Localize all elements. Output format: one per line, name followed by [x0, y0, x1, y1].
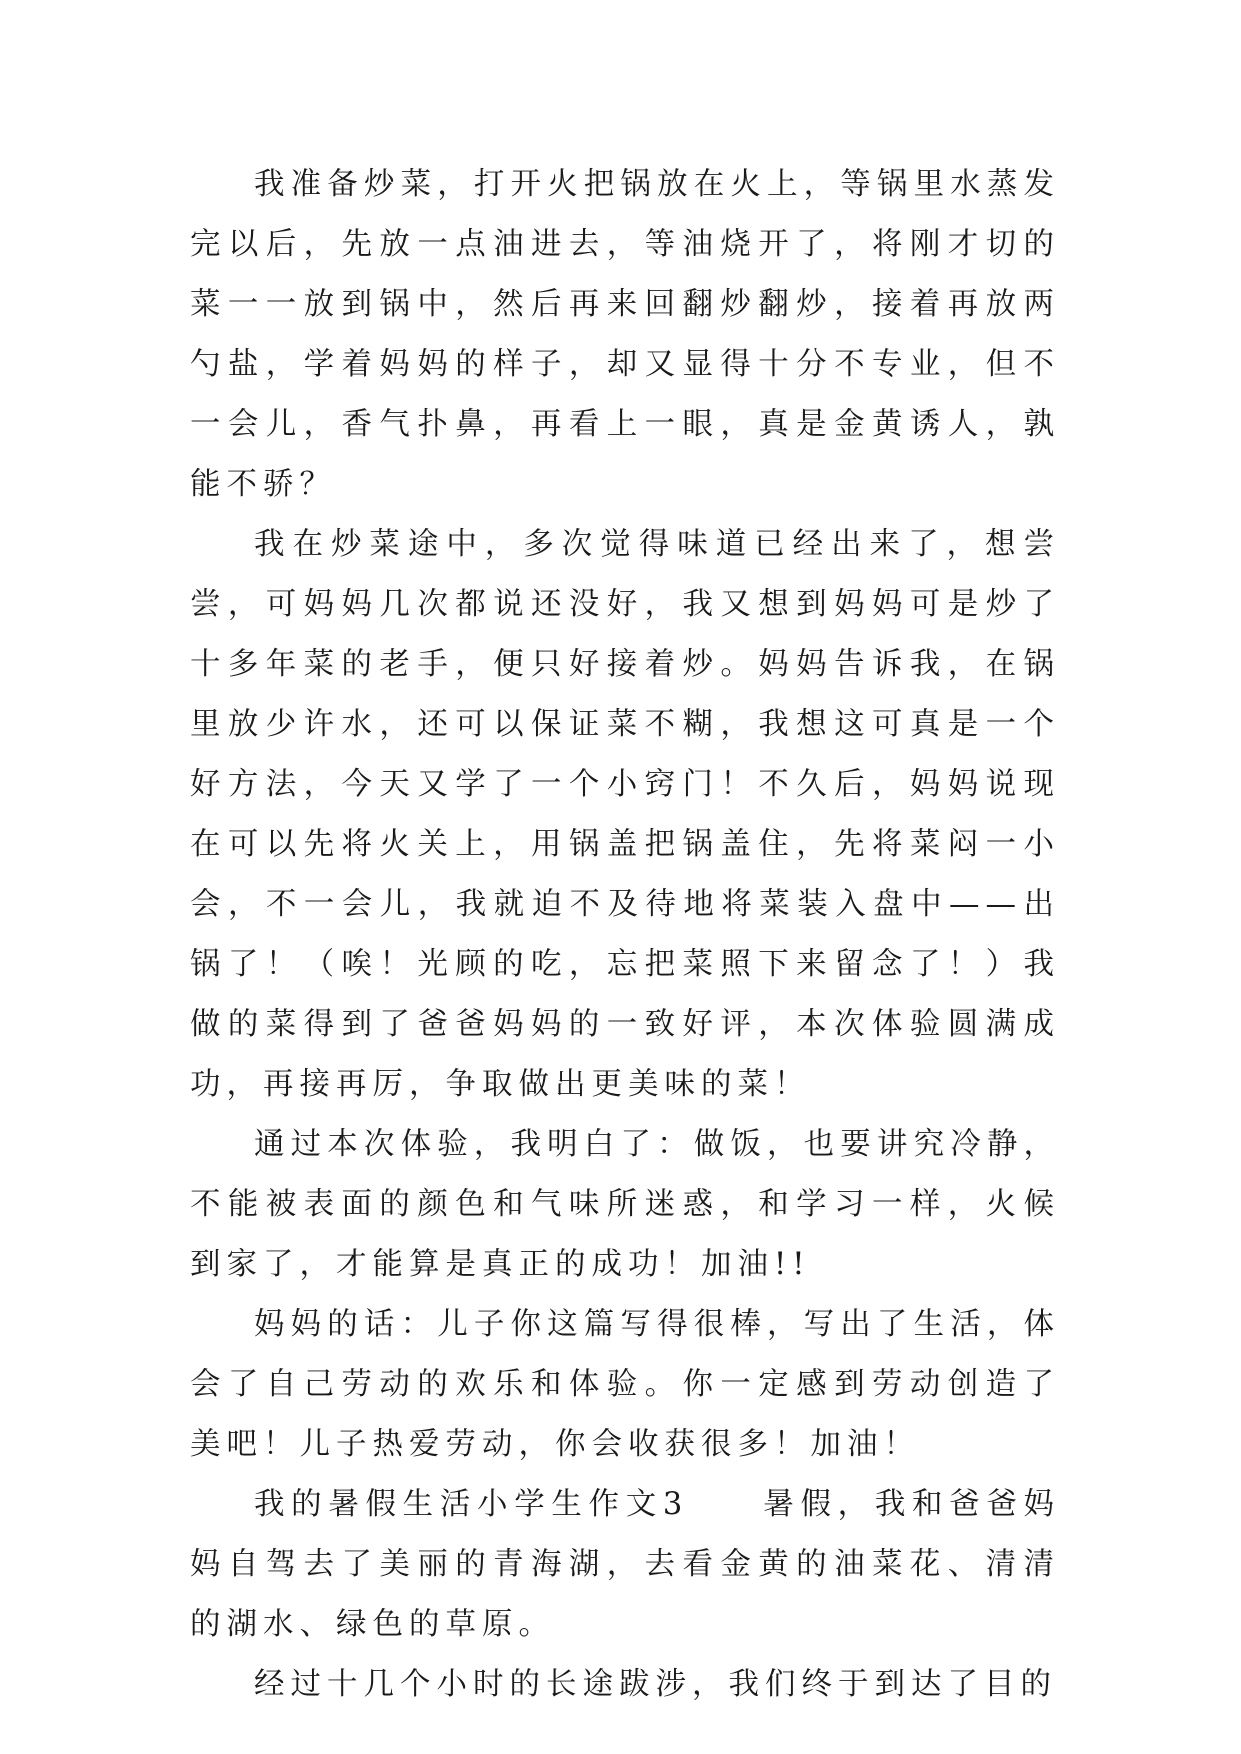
paragraph-cooking: 我准备炒菜，打开火把锅放在火上，等锅里水蒸发完以后，先放一点油进去，等油烧开了，将刚才切的菜一一放到锅中，然后再来回翻炒翻炒，接着再放两勺盐，学着妈妈的样子，却又显得十分不专业，但不一会儿，香气扑鼻，再看上一眼，真是金黄诱人，孰能不骄？: [190, 167, 1060, 502]
paragraph-stir-fry-process: 我在炒菜途中，多次觉得味道已经出来了，想尝尝，可妈妈几次都说还没好，我又想到妈妈可是炒了十多年菜的老手，便只好接着炒。妈妈告诉我，在锅里放少许水，还可以保证菜不糊，我想这可真是一个好方法，今天又学了一个小窍门！不久后，妈妈说现在可以先将火关上，用锅盖把锅盖住，先将菜闷一小会，不一会儿，我就迫不及待地将菜装入盘中——出锅了！（唉！光顾的吃，忘把菜照下来留念了！）我做的菜得到了爸爸妈妈的一致好评，本次体验圆满成功，再接再厉，争取做出更美味的菜！: [190, 527, 1060, 1102]
paragraph-mothers-comment: 妈妈的话：儿子你这篇写得很棒，写出了生活，体会了自己劳动的欢乐和体验。你一定感到劳动创造了美吧！儿子热爱劳动，你会收获很多！加油！: [190, 1307, 1060, 1462]
paragraph-journey: 经过十几个小时的长途跋涉，我们终于到达了目的: [254, 1667, 1057, 1702]
document-body: [190, 155, 1060, 1715]
paragraph-essay-3-intro: 我的暑假生活小学生作文3 暑假，我和爸爸妈妈自驾去了美丽的青海湖，去看金黄的油菜花、清清的湖水、绿色的草原。: [190, 1487, 1060, 1642]
paragraph-lesson-learned: 通过本次体验，我明白了：做饭，也要讲究冷静，不能被表面的颜色和气味所迷惑，和学习一样，火候到家了，才能算是真正的成功！加油!!: [190, 1127, 1060, 1282]
